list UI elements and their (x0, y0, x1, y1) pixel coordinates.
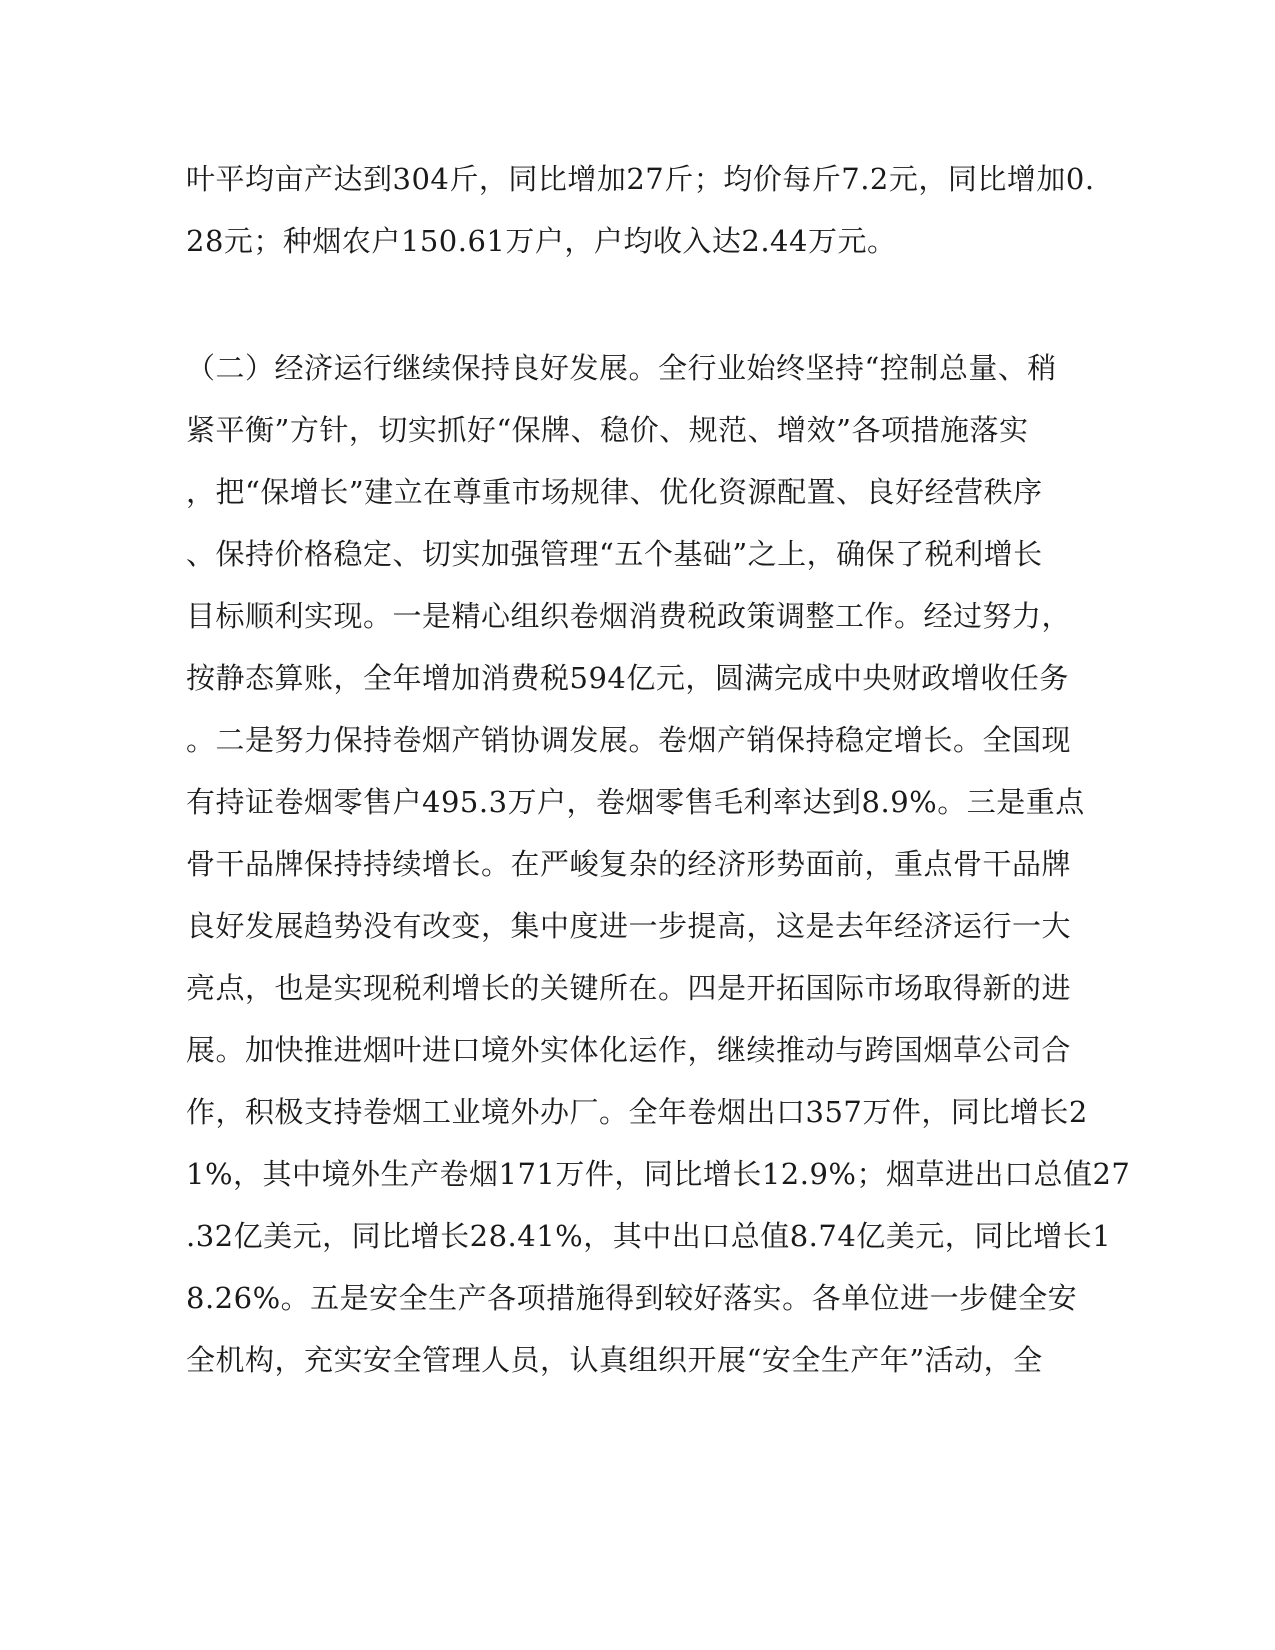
text-line: 有持证卷烟零售户495.3万户，卷烟零售毛利率达到8.9%。三是重点 (186, 785, 1085, 819)
text-line: 骨干品牌保持持续增长。在严峻复杂的经济形势面前，重点骨干品牌 (186, 847, 1072, 881)
text-line: 良好发展趋势没有改变，集中度进一步提高，这是去年经济运行一大 (186, 909, 1072, 943)
text-line: ，把“保增长”建立在尊重市场规律、优化资源配置、良好经营秩序 (186, 475, 1043, 509)
text-line: 28元；种烟农户150.61万户，户均收入达2.44万元。 (186, 224, 897, 258)
text-line: 全机构，充实安全管理人员，认真组织开展“安全生产年”活动，全 (186, 1343, 1043, 1377)
text-line: 目标顺利实现。一是精心组织卷烟消费税政策调整工作。经过努力， (186, 599, 1072, 633)
text-line: （二）经济运行继续保持良好发展。全行业始终坚持“控制总量、稍 (186, 351, 1057, 385)
text-line: .32亿美元，同比增长28.41%，其中出口总值8.74亿美元，同比增长1 (186, 1219, 1112, 1253)
paragraph-economic-operation (186, 337, 1131, 1391)
text-line: 叶平均亩产达到304斤，同比增加27斤；均价每斤7.2元，同比增加0. (186, 162, 1095, 196)
text-line: 8.26%。五是安全生产各项措施得到较好落实。各单位进一步健全安 (186, 1281, 1078, 1315)
text-line: 展。加快推进烟叶进口境外实体化运作，继续推动与跨国烟草公司合 (186, 1033, 1072, 1067)
text-line: 作，积极支持卷烟工业境外办厂。全年卷烟出口357万件，同比增长2 (186, 1095, 1088, 1129)
text-line: 亮点，也是实现税利增长的关键所在。四是开拓国际市场取得新的进 (186, 971, 1072, 1005)
text-line: 、保持价格稳定、切实加强管理“五个基础”之上，确保了税利增长 (186, 537, 1043, 571)
text-line: 按静态算账，全年增加消费税594亿元，圆满完成中央财政增收任务 (186, 661, 1069, 695)
text-line: 1%，其中境外生产卷烟171万件，同比增长12.9%；烟草进出口总值27 (186, 1157, 1131, 1191)
text-line: 。二是努力保持卷烟产销协调发展。卷烟产销保持稳定增长。全国现 (186, 723, 1072, 757)
paragraph-tobacco-leaf-stats (186, 148, 1095, 272)
text-line: 紧平衡”方针，切实抓好“保牌、稳价、规范、增效”各项措施落实 (186, 413, 1029, 447)
